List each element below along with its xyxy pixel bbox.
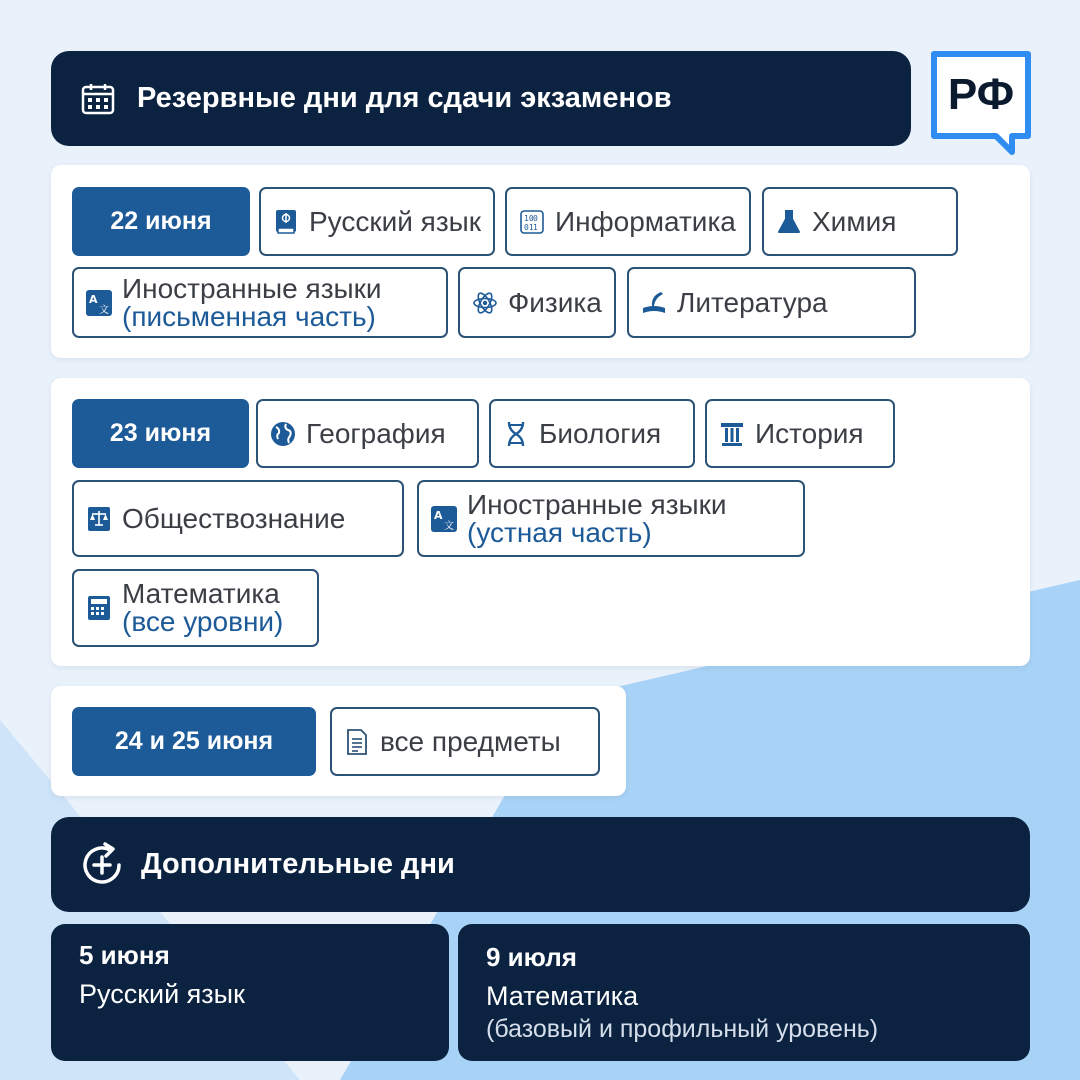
svg-text:A: A [89,292,98,306]
subject-label: Математика [122,578,280,609]
document-icon [344,729,370,755]
rf-logo [930,50,1032,156]
subject-chip-biology [489,399,695,468]
column-icon [719,421,745,447]
date-badge-june-23: 23 июня [72,399,249,468]
date-badge-june-24-25: 24 и 25 июня [72,707,316,776]
atom-icon [472,290,498,316]
flask-icon [776,209,802,235]
svg-text:文: 文 [99,304,109,316]
subject-chip-math-all [72,569,319,647]
date-badge-june-22: 22 июня [72,187,250,256]
extra-day-subject: Математика [486,981,639,1011]
subject-label: Обществознание [122,502,346,534]
subject-label: Биология [539,417,662,449]
svg-text:01: 01 [524,222,534,232]
subject-label: Химия [812,205,897,237]
extra-days-bar [51,817,1030,912]
subject-chip-literature [627,267,916,338]
calculator-icon [86,595,112,621]
dna-icon [503,421,529,447]
translate-icon [431,506,457,532]
translate-icon [86,290,112,316]
extra-day-sublabel: (базовый и профильный уровень) [486,1015,879,1043]
subject-chip-geography [256,399,479,468]
extra-day-card-june-5 [51,924,449,1061]
subject-chip-history [705,399,895,468]
extra-days-title: Дополнительные дни [141,848,455,880]
svg-text:文: 文 [444,520,454,532]
subject-label: История [755,417,864,449]
svg-text:10: 10 [524,213,534,223]
extra-day-subject: Русский язык [79,979,245,1009]
subject-chip-foreign-oral [417,480,805,557]
subject-chip-informatics [505,187,751,256]
header-bar [51,51,911,146]
logo-text: РФ [947,70,1015,119]
binary-code-icon [519,209,545,235]
subject-chip-physics [458,267,616,338]
page-title: Резервные дни для сдачи экзаменов [137,82,672,114]
subject-label: Иностранные языки [467,488,727,520]
subject-label: все предметы [380,725,561,757]
extra-day-date: 9 июля [486,942,577,972]
svg-text:A: A [434,508,443,522]
svg-text:0: 0 [533,213,538,223]
subject-chip-chemistry [762,187,958,256]
subject-chip-foreign-written [72,267,448,338]
subject-chip-russian [259,187,495,256]
subject-label: География [306,417,446,449]
open-book-quill-icon [641,290,667,316]
book-icon [273,209,299,235]
subject-label: Литература [677,286,828,318]
subject-label: Информатика [555,205,736,237]
subject-chip-all-subjects [330,707,600,776]
subject-label: Физика [508,286,602,318]
calendar-icon [81,82,115,116]
globe-icon [270,421,296,447]
svg-text:1: 1 [533,222,538,232]
subject-chip-social-studies [72,480,404,557]
extra-day-date: 5 июня [79,940,170,970]
add-cycle-icon [79,842,125,888]
extra-day-card-july-9 [458,924,1030,1061]
subject-sublabel: (все уровни) [122,606,284,637]
subject-sublabel: (письменная часть) [122,300,376,332]
scales-book-icon [86,506,112,532]
subject-label: Русский язык [309,205,482,237]
subject-label: Иностранные языки [122,272,382,304]
subject-sublabel: (устная часть) [467,516,652,548]
